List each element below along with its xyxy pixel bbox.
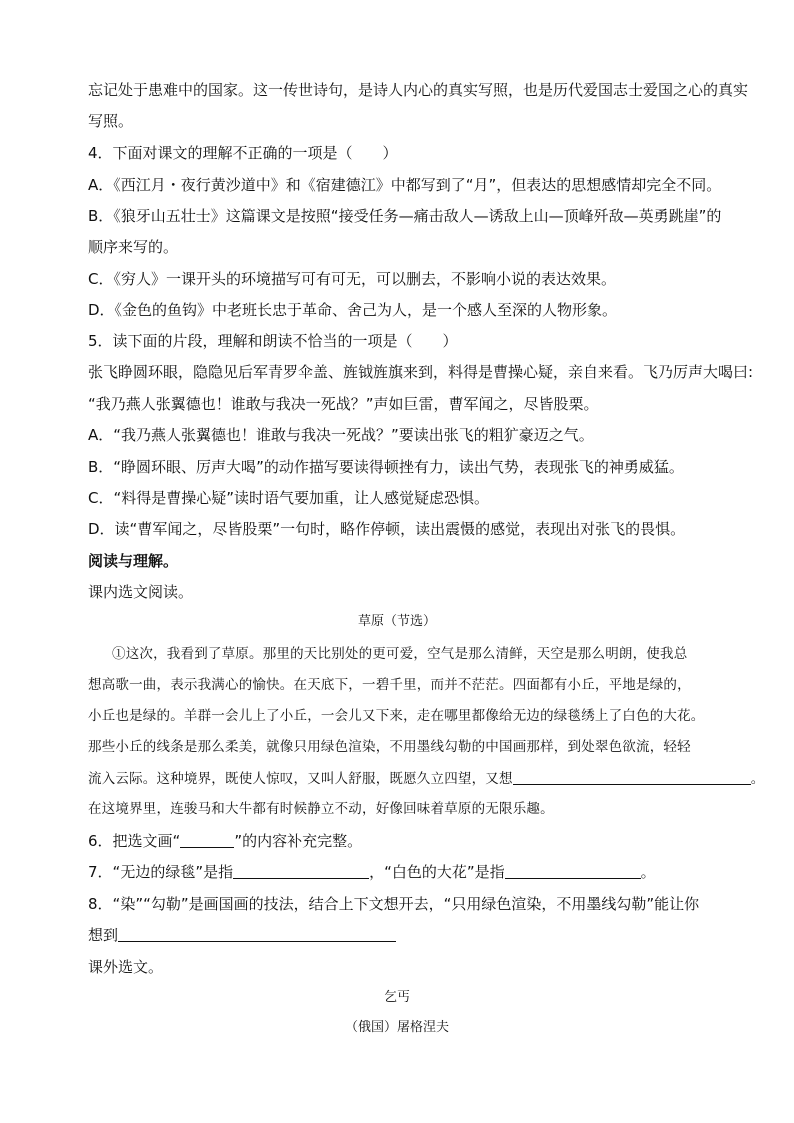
extra-passage-author: （俄国）屠格涅夫 <box>344 1020 449 1035</box>
question-5-option-b: B．“睁圆环眼、厉声大喝”的动作描写要读得顿挫有力，读出气势，表现张飞的神勇威猛。 <box>88 458 684 476</box>
answer-blank[interactable] <box>118 925 396 942</box>
question-5-passage-line: 张飞睁圆环眼，隐隐见后军青罗伞盖、旌钺旌旗来到，料得是曹操心疑，亲自来看。飞乃厉声大喝曰: <box>88 363 754 381</box>
answer-blank[interactable] <box>513 768 751 785</box>
text-line: 忘记处于患难中的国家。这一传世诗句，是诗人内心的真实写照，也是历代爱国志士爱国之心的真实 <box>88 81 749 99</box>
question-8-text: 想到 <box>88 926 119 944</box>
question-6-text: 6．把选文画“ <box>88 832 181 850</box>
question-4-option-a: A．《西江月・夜行黄沙道中》和《宿建德江》中都写到了“月”，但表达的思想感情却完全不同。 <box>88 176 722 194</box>
passage-line: 小丘也是绿的。羊群一会儿上了小丘，一会儿又下来，走在哪里都像给无边的绿毯绣上了白色的大花。 <box>88 708 705 724</box>
question-5-option-a: A．“我乃燕人张翼德也！谁敢与我决一死战？”要读出张飞的粗犷豪迈之气。 <box>88 426 594 444</box>
section-heading: 阅读与理解。 <box>88 552 179 570</box>
question-4-option-b-cont: 顺序来写的。 <box>88 238 179 256</box>
out-class-label: 课外选文。 <box>88 958 164 976</box>
question-5-option-c: C．“料得是曹操心疑”读时语气要加重，让人感觉疑虑恐惧。 <box>88 489 490 507</box>
question-6-text: ”的内容补充完整。 <box>234 832 363 850</box>
passage-line-with-blank <box>88 768 764 789</box>
question-4-option-d: D．《金色的鱼钩》中老班长忠于革命、舍己为人，是一个感人至深的人物形象。 <box>88 301 618 319</box>
text-line: 写照。 <box>88 112 134 130</box>
question-5-option-d: D．读“曹军闻之，尽皆股栗”一句时，略作停顿，读出震慑的感觉，表现出对张飞的畏惧。 <box>88 520 686 538</box>
question-4-option-c: C．《穷人》一课开头的环境描写可有可无，可以删去，不影响小说的表达效果。 <box>88 270 616 288</box>
question-5-stem: 5．读下面的片段，理解和朗读不恰当的一项是（ ） <box>88 332 458 350</box>
answer-blank[interactable] <box>180 831 234 848</box>
question-4-stem: 4．下面对课文的理解不正确的一项是（ ） <box>88 144 398 162</box>
answer-blank[interactable] <box>505 862 641 879</box>
question-8-stem: 8．“染”“勾勒”是画国画的技法，结合上下文想开去，“只用绿色渲染，不用墨线勾勒”能让你 <box>88 895 700 913</box>
answer-blank[interactable] <box>233 862 369 879</box>
question-5-passage-line: “我乃燕人张翼德也！谁敢与我决一死战？”声如巨雷，曹军闻之，尽皆股栗。 <box>88 395 599 413</box>
passage-line: 在这境界里，连骏马和大牛都有时候静立不动，好像回味着草原的无限乐趣。 <box>88 801 554 817</box>
passage-line: ①这次，我看到了草原。那里的天比别处的更可爱，空气是那么清鲜，天空是那么明朗，使我总 <box>112 646 688 662</box>
question-7-text: ，“白色的大花”是指 <box>369 863 505 881</box>
question-8-answer-line <box>88 925 396 945</box>
passage-title: 草原（节选） <box>357 614 436 629</box>
extra-passage-title: 乞丐 <box>383 990 410 1005</box>
question-6 <box>88 831 362 851</box>
question-7-text: 7．“无边的绿毯”是指 <box>88 863 234 881</box>
question-7-text: 。 <box>640 863 656 881</box>
passage-text: 。 <box>750 771 765 787</box>
question-7 <box>88 862 656 882</box>
passage-line: 想高歌一曲，表示我满心的愉快。在天底下，一碧千里，而并不茫茫。四面都有小丘，平地是绿的， <box>88 677 691 693</box>
passage-line: 那些小丘的线条是那么柔美，就像只用绿色渲染，不用墨线勾勒的中国画那样，到处翠色欲流，轻轻 <box>88 739 691 755</box>
passage-text: 流入云际。这种境界，既使人惊叹，又叫人舒服，既愿久立四望，又想 <box>88 771 513 787</box>
in-class-label: 课内选文阅读。 <box>88 583 194 601</box>
question-4-option-b: B．《狼牙山五壮士》这篇课文是按照“接受任务—痛击敌人—诱敌上山—顶峰歼敌—英勇跳崖”的 <box>88 207 722 225</box>
